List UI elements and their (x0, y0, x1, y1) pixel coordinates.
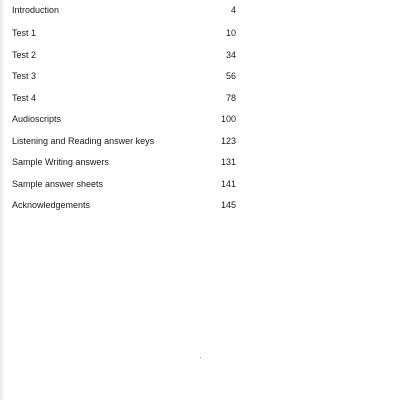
toc-entry-sample-writing-answers (12, 151, 236, 173)
toc-entry-page: 141 (220, 178, 236, 189)
toc-entry-page: 34 (225, 49, 236, 60)
toc-entry-title: Test 2 (12, 49, 37, 60)
scan-speck (200, 357, 201, 358)
toc-entry-introduction (12, 0, 236, 22)
toc-entry-page: 123 (220, 135, 236, 146)
toc-entry-title: Test 1 (12, 28, 37, 38)
page-spine-shadow (0, 0, 5, 400)
toc-entry-title: Test 4 (12, 92, 37, 103)
toc-entry-title: Introduction (12, 5, 60, 15)
toc-entry-sample-answer-sheets (12, 172, 236, 194)
toc-entry-test-4 (12, 86, 236, 108)
table-of-contents (12, 0, 236, 215)
toc-entry-test-3 (12, 65, 236, 87)
toc-entry-test-1 (12, 22, 236, 44)
toc-entry-page: 10 (225, 28, 236, 38)
toc-entry-page: 4 (230, 5, 236, 15)
toc-entry-test-2 (12, 43, 236, 65)
toc-entry-title: Listening and Reading answer keys (12, 135, 155, 146)
toc-entry-page: 78 (225, 92, 236, 103)
toc-entry-acknowledgements (12, 194, 236, 216)
toc-entry-title: Test 3 (12, 71, 37, 81)
toc-entry-page: 131 (220, 157, 236, 167)
toc-entry-title: Sample answer sheets (12, 178, 104, 189)
toc-entry-audioscripts (12, 108, 236, 130)
toc-entry-page: 100 (220, 114, 236, 124)
toc-entry-answer-keys (12, 129, 236, 151)
toc-entry-page: 56 (225, 71, 236, 81)
toc-entry-title: Audioscripts (12, 114, 62, 124)
toc-entry-title: Acknowledgements (12, 200, 91, 210)
toc-entry-title: Sample Writing answers (12, 157, 109, 167)
toc-entry-page: 145 (220, 200, 236, 210)
